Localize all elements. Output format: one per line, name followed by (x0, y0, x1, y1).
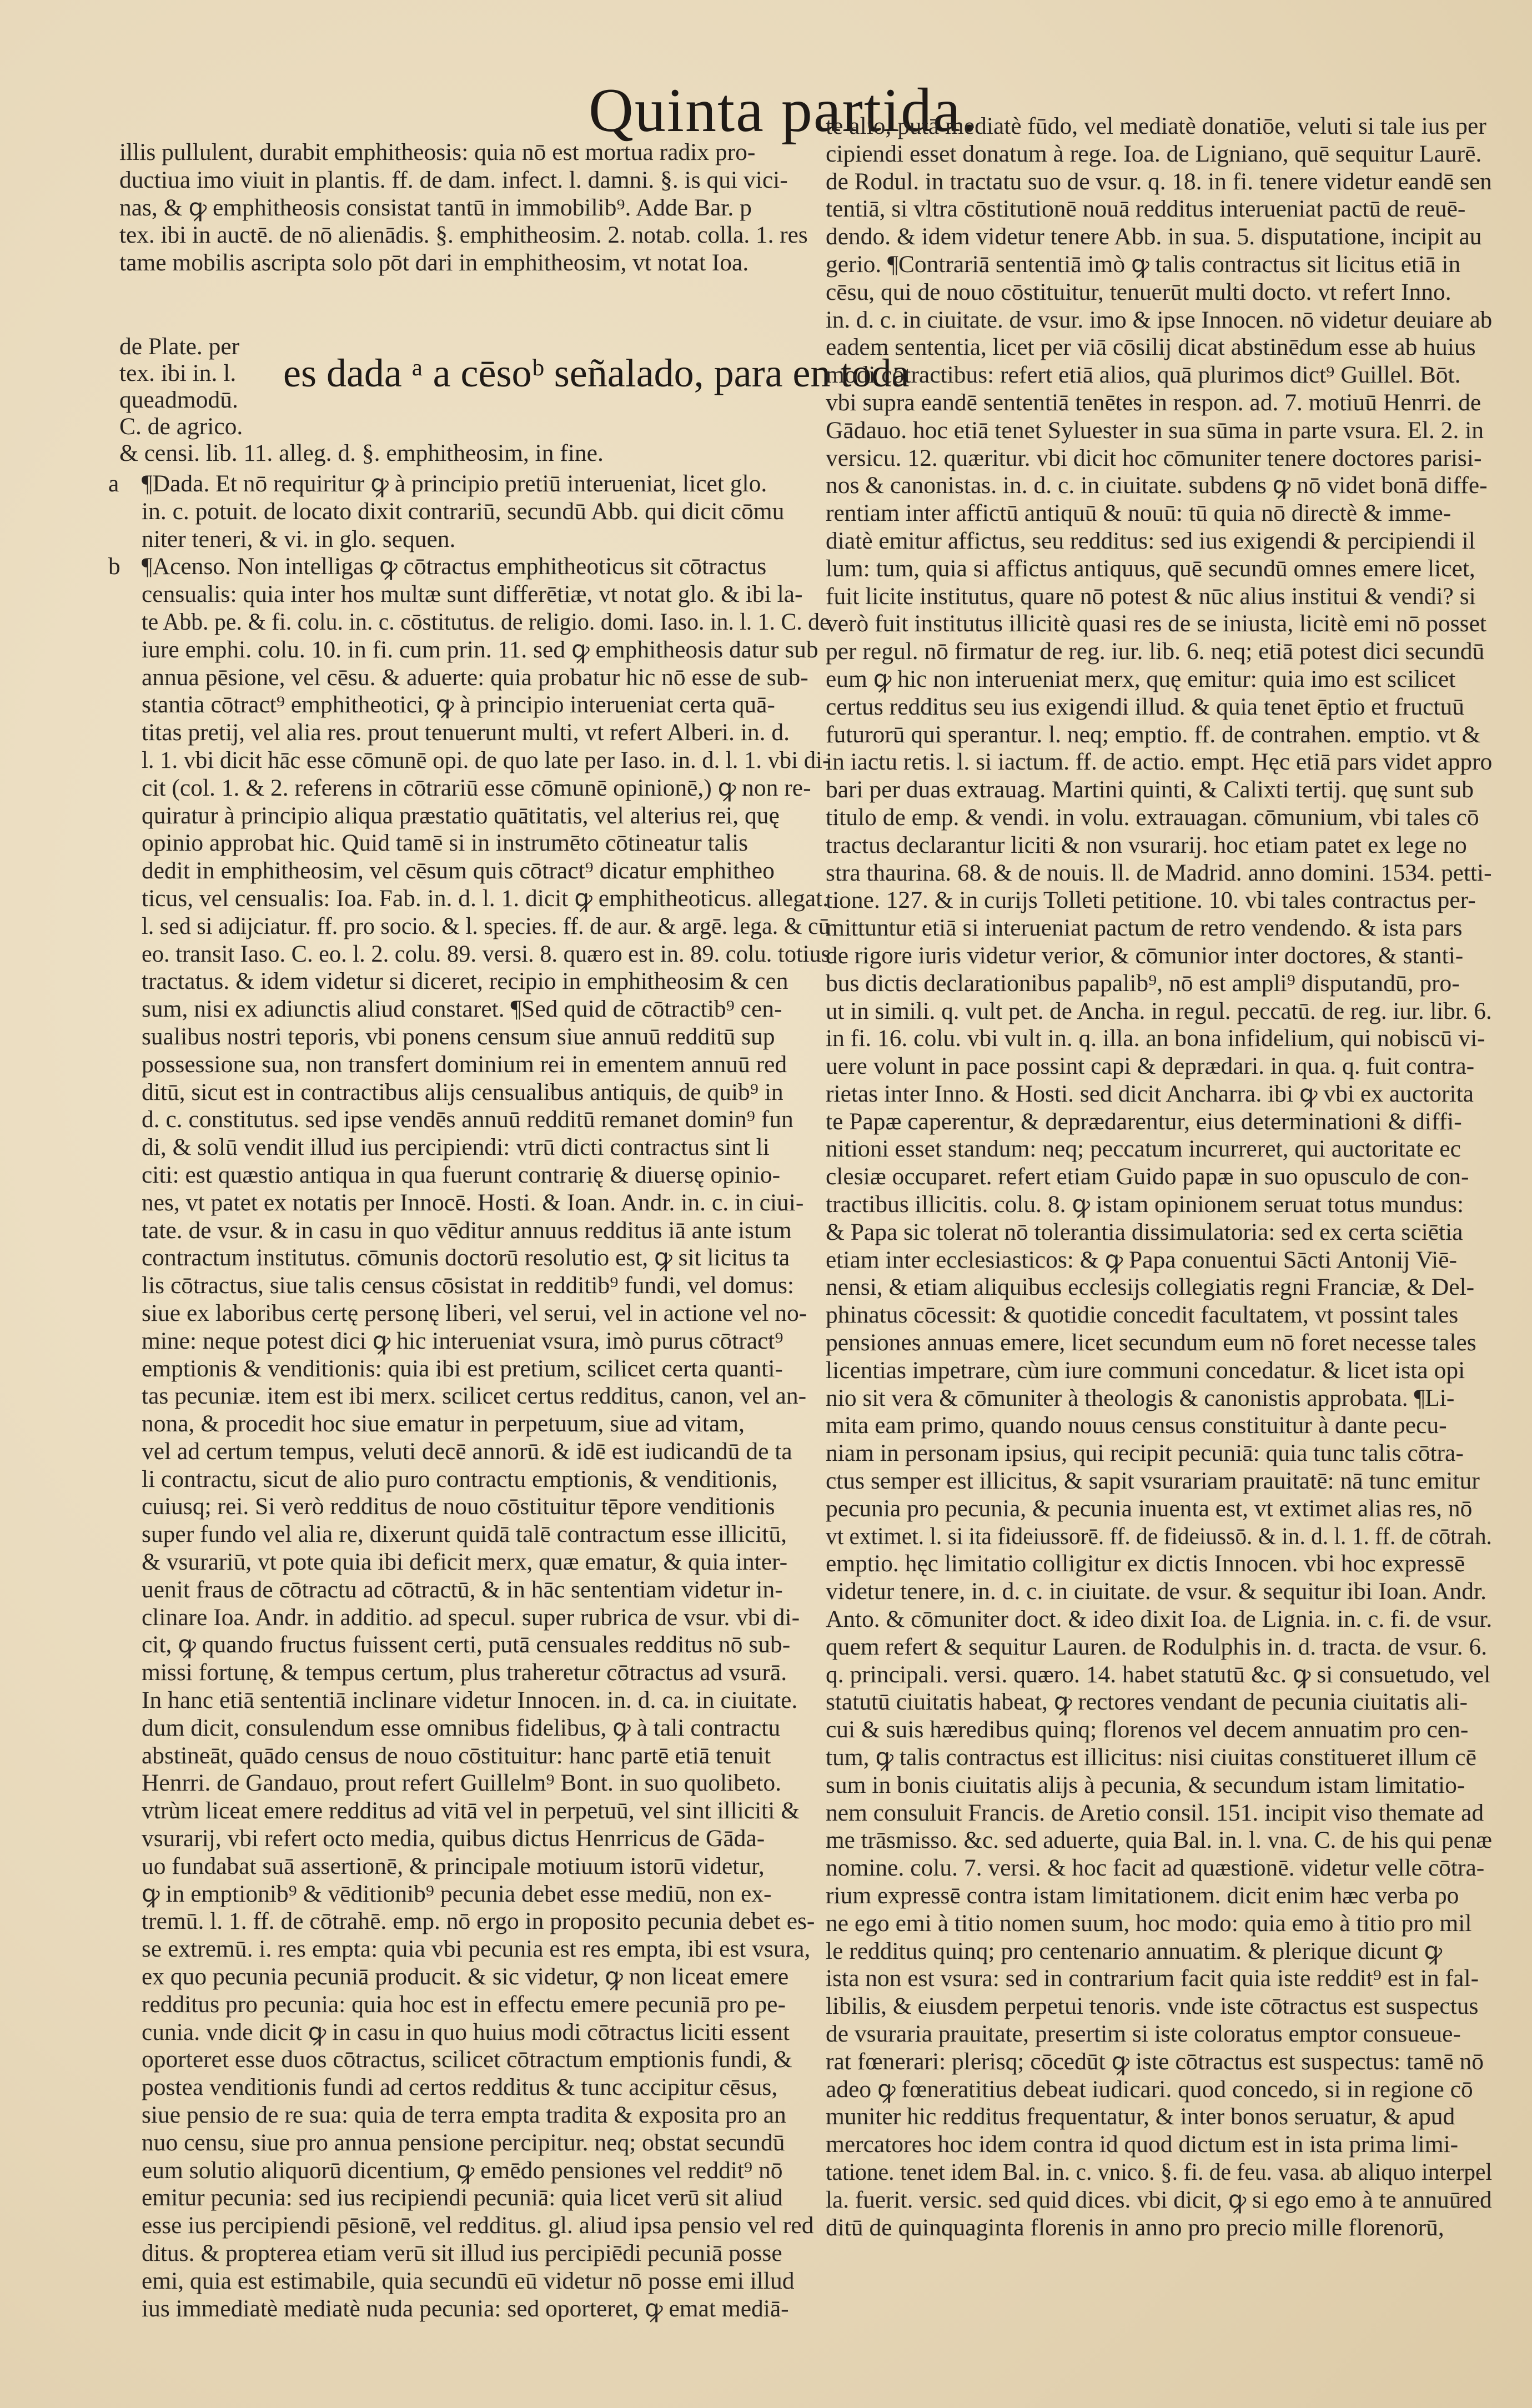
left-column (108, 139, 910, 2322)
text-line (142, 2350, 808, 2378)
text-line: li contractu, sicut de alio puro contractu emptionis, & venditionis, (142, 1465, 778, 1492)
text-line: dum dicit, consulendum esse omnibus fidelibus, ꝙ à tali contractu (142, 1714, 781, 1741)
text-line: phinatus cōcessit: & quotidie concedit facultatem, vt possint tales (826, 1301, 1459, 1329)
text-line: censualis: quia inter hos multæ sunt differētiæ, vt notat glo. & ibi la- (142, 581, 803, 608)
text-line (826, 2297, 1492, 2325)
text-line: tex. ibi in. l. (119, 360, 237, 386)
text-line: futurorū qui sperantur. l. neq; emptio. ff. de contrahen. emptio. vt & (826, 721, 1481, 748)
text-line: C. de agrico. (119, 413, 243, 440)
text-line: nos & canonistas. in. d. c. in ciuitate. subdens ꝙ nō videt bonā diffe- (826, 472, 1488, 499)
running-head: Quinta partida. (589, 76, 978, 145)
text-line: licentias impetrare, cùm iure communi concedatur. & licet ista opi (826, 1356, 1465, 1384)
text-line: cui & suis hæredibus quinq; florenos vel decem annuatim pro cen- (826, 1716, 1469, 1743)
text-line: titas pretij, vel alia res. prout tenuerunt multi, vt refert Alberi. in. d. (142, 719, 790, 746)
text-line: le redditus quinq; pro centenario annuatim. & plerique dicunt ꝙ (826, 1937, 1443, 1964)
text-line: vtrùm liceat emere redditus ad vitā vel in perpetuū, vel sint illiciti & (142, 1797, 800, 1824)
text-line: nomine. colu. 7. versi. & hoc facit ad quæstionē. videtur velle cōtra- (826, 1854, 1485, 1882)
text-line: modi cōtractibus: refert etiā alios, quā plurimos dict⁹ Guillel. Bōt. (826, 361, 1461, 389)
text-line: opinio approbat hic. Quid tamē si in instrumēto cōtineatur talis (142, 830, 749, 857)
text-line: Anto. & cōmuniter doct. & ideo dixit Ioa. de Lignia. in. c. fi. de vsur. (826, 1606, 1493, 1633)
text-line: bus dictis declarationibus papalib⁹, nō est ampli⁹ disputandū, pro- (826, 969, 1460, 997)
text-line: l. 1. vbi dicit hāc esse cōmunē opi. de quo late per Iaso. in. d. l. 1. vbi di- (142, 746, 831, 773)
text-line: iure emphi. colu. 10. in fi. cum prin. 11. sed ꝙ emphitheosis datur sub (142, 636, 818, 663)
text-line: tas pecuniæ. item est ibi merx. scilicet certus redditus, canon, vel an- (142, 1383, 807, 1410)
text-line: possessione sua, non transfert dominium rei in ementem annuū red (142, 1050, 787, 1078)
text-line: eum solutio aliquorū dicentium, ꝙ emēdo pensiones vel reddit⁹ nō (142, 2156, 783, 2184)
text-line: annua pēsione, vel cēsu. & aduerte: quia probatur hic nō esse de sub- (142, 663, 808, 691)
left-body (108, 470, 831, 2406)
text-line: illis pullulent, durabit emphitheosis: quia nō est mortua radix pro- (119, 139, 756, 165)
text-line: in. c. potuit. de locato dixit contrariū, secundū Abb. qui dicit cōmu (142, 497, 785, 525)
text-line: in fi. 16. colu. vbi vult in. q. illa. an bona infidelium, qui nobiscū vi- (826, 1025, 1485, 1052)
text-line (142, 2378, 808, 2406)
text-line: te Papæ caperentur, & deprædarentur, eius determinationi & diffi- (826, 1108, 1462, 1135)
text-line: muniter hic redditus frequentatur, & inter bonos seruatur, & apud (826, 2103, 1455, 2130)
text-line: ticus, vel censualis: Ioa. Fab. in. d. l. 1. dicit ꝙ emphitheoticus. allegat. (142, 884, 829, 912)
text-line: tame mobilis ascripta solo pōt dari in emphitheosim, vt notat Ioa. (119, 249, 749, 277)
text-line: mine: neque potest dici ꝙ hic interueniat vsura, imò purus cōtract⁹ (142, 1327, 783, 1354)
text-line: Henrri. de Gandauo, prout refert Guillelm⁹ Bont. in suo quolibeto. (142, 1769, 781, 1797)
text-line: vel ad certum tempus, veluti decē annorū. & idē est iudicandū de ta (142, 1437, 792, 1465)
text-line: vt extimet. l. si ita fideiussorē. ff. de fideiussō. & in. d. l. 1. ff. de cōtrah. (826, 1522, 1492, 1550)
text-line: emitur pecunia: sed ius recipiendi pecuniā: quia licet verū sit aliud (142, 2184, 783, 2211)
text-line: etiam inter ecclesiasticos: & ꝙ Papa conuentui Sācti Antonij Viē- (826, 1246, 1458, 1273)
right-column (826, 113, 1492, 2380)
text-line: sum in bonis ciuitatis alijs à pecunia, & secundum istam limitatio- (826, 1771, 1465, 1798)
text-line (142, 2322, 808, 2350)
text-line: ctus semper est illicitus, & sapit vsurariam prauitatē: nā tunc emitur (826, 1467, 1480, 1495)
text-line: emi, quia est estimabile, quia secundū eū videtur nō posse emi illud (142, 2267, 795, 2294)
text-line: uo fundabat suā assertionē, & principale motiuum istorū videtur, (142, 1852, 765, 1879)
text-line: diatè emitur affictus, seu redditus: sed ius exigendi & percipiendi il (826, 527, 1475, 554)
text-line: de vsuraria prauitate, presertim si iste coloratus emptor consueue- (826, 2020, 1461, 2047)
text-line: ius immediatè mediatè nuda pecunia: sed oporteret, ꝙ emat mediā- (142, 2295, 789, 2322)
text-line: di, & solū vendit illud ius percipiendi: vtrū dicti contractus sint li (142, 1134, 770, 1161)
text-line: libilis, & eiusdem perpetui tenoris. vnde iste cōtractus est suspectus (826, 1993, 1479, 2020)
text-line: nitioni esset standum: neq; peccatum incurreret, qui auctoritate ec (826, 1135, 1461, 1163)
text-line: d. c. constitutus. sed ipse vendēs annuū redditū remanet domin⁹ fun (142, 1106, 793, 1133)
text-line: & Papa sic tolerat nō tolerantia dissimulatoria: sed ex certa sciētia (826, 1218, 1463, 1245)
text-line: citi: est quæstio antiqua in qua fuerunt contrarię & diuersę opinio- (142, 1161, 781, 1188)
text-line: tractatus. & idem videtur si diceret, recipio in emphitheosim & cen (142, 968, 788, 995)
text-line: pecunia pro pecunia, & pecunia inuenta est, vt extimet alias res, nō (826, 1495, 1473, 1522)
text-line: quiratur à principio aliqua præstatio quātitatis, vel alterius rei, quę (142, 802, 780, 829)
text-line: titulo de emp. & vendi. in volu. extrauagan. cōmunium, vbi tales cō (826, 803, 1479, 831)
text-line: versicu. 12. quæritur. vbi dicit hoc cōmuniter tenere doctores parisi- (826, 444, 1482, 471)
text-line (826, 2241, 1492, 2269)
text-line: lis cōtractus, siue talis census cōsistat in redditib⁹ fundi, vel domus: (142, 1272, 794, 1299)
text-line: tum, ꝙ talis contractus est illicitus: nisi ciuitas constitueret illum cē (826, 1744, 1476, 1771)
text-line: tate. de vsur. & in casu in quo vēditur annuus redditus iā ante istum (142, 1216, 792, 1244)
text-line: rium expressē contra istam limitationem. dicit enim hæc verba po (826, 1882, 1459, 1909)
text-line: mita eam primo, quando nouus census constituitur à dante pecu- (826, 1412, 1447, 1439)
text-line: ista non est vsura: sed in contrarium facit quia iste reddit⁹ est in fal- (826, 1965, 1479, 1992)
text-line: de Rodul. in tractatu suo de vsur. q. 18. in fi. tenere videtur eandē sen (826, 168, 1492, 195)
text-line: cuiusq; rei. Si verò redditus de nouo cōstituitur tēpore venditionis (142, 1493, 775, 1520)
text-line: dedit in emphitheosim, vel cēsum quis cōtract⁹ dicatur emphitheo (142, 857, 775, 884)
text-line (826, 2352, 1492, 2380)
text-line: tremū. l. 1. ff. de cōtrahē. emp. nō ergo in proposito pecunia debet es- (142, 1908, 815, 1935)
text-line: sualibus nostri teporis, vbi ponens censum siue annuū redditū sup (142, 1023, 775, 1050)
text-line: nuo censu, siue pro annua pensione percipitur. neq; obstat secundū (142, 2129, 785, 2156)
text-line: dendo. & idem videtur tenere Abb. in sua. 5. disputatione, incipit au (826, 223, 1482, 250)
text-line: tractus declarantur liciti & non vsurarij. hoc etiam patet ex lege no (826, 831, 1467, 858)
text-line: abstineāt, quādo census de nouo cōstituitur: hanc partē etiā tenuit (142, 1742, 771, 1769)
text-line: vbi supra eandē sententiā tenētes in respon. ad. 7. motiuū Henrri. de (826, 389, 1481, 416)
text-line: postea venditionis fundi ad certos redditus & tunc accipitur cēsus, (142, 2074, 778, 2101)
text-line: stra thaurina. 68. & de nouis. ll. de Madrid. anno domini. 1534. petti- (826, 859, 1492, 886)
text-line: niam in personam ipsius, qui recipit pecuniā: quia tunc talis cōtra- (826, 1440, 1464, 1467)
text-line: verò fuit institutus illicitè quasi res de se iniusta, licitè emi nō posset (826, 610, 1487, 637)
text-line: tentiā, si vltra cōstitutionē nouā redditus interueniat pactū de reuē- (826, 195, 1466, 223)
left-body-lines (119, 470, 831, 2406)
text-line: eo. transit Iaso. C. eo. l. 2. colu. 89. versi. 8. quæro est in. 89. colu. totius (142, 940, 831, 967)
text-line: nensi, & etiam aliquibus ecclesijs collegiatis regni Franciæ, & Del- (826, 1274, 1475, 1301)
text-line: pensiones annuas emere, licet secundum eum nō foret necesse tales (826, 1329, 1476, 1356)
text-line: stantia cōtract⁹ emphitheotici, ꝙ à principio interueniat certa quā- (142, 691, 775, 718)
text-line: cēsu, qui de nouo cōstituitur, tenuerūt multi docto. vt refert Inno. (826, 278, 1451, 305)
text-line: esse ius percipiendi pēsionē, vel redditus. gl. aliud ipsa pensio vel red (142, 2212, 814, 2239)
text-line: ut in simili. q. vult pet. de Ancha. in regul. peccatū. de reg. iur. libr. 6. (826, 997, 1492, 1024)
text-line: eum ꝙ hic non interueniat merx, quę emitur: quia imo est scilicet (826, 665, 1456, 692)
main-text-phrase: es dada ᵃ a cēsoᵇ señalado, para en toda (283, 351, 910, 395)
text-line: nona, & procedit hoc siue ematur in perpetuum, siue ad vitam, (142, 1410, 745, 1437)
text-line: in iactu retis. l. si iactum. ff. de actio. empt. Hęc etiā pars videt appro (826, 748, 1493, 776)
text-line: ex quo pecunia pecuniā producit. & sic videtur, ꝙ non liceat emere (142, 1963, 789, 1990)
text-line: ditū de quinquaginta florenis in anno pro precio mille florenorū, (826, 2214, 1444, 2241)
text-line: sum, nisi ex adiunctis aliud constaret. ¶Sed quid de cōtractib⁹ cen- (142, 996, 782, 1023)
text-line: cit (col. 1. & 2. referens in cōtrariū esse cōmunē opinionē,) ꝙ non re- (142, 774, 811, 801)
text-line: rietas inter Inno. & Hosti. sed dicit Ancharra. ibi ꝙ vbi ex auctorita (826, 1080, 1474, 1107)
text-line: tione. 127. & in curijs Tolleti petitione. 10. vbi tales contractus per- (826, 887, 1476, 914)
text-line: se extremū. i. res empta: quia vbi pecunia est res empta, ibi est vsura, (142, 1936, 811, 1963)
text-line: nio sit vera & cōmuniter à theologis & canonistis approbata. ¶Li- (826, 1384, 1455, 1411)
text-line: statutū ciuitatis habeat, ꝙ rectores vendant de pecunia ciuitatis ali- (826, 1688, 1468, 1716)
text-line: ditū, sicut est in contractibus alijs censualibus antiquis, de quib⁹ in (142, 1078, 783, 1105)
text-line: queadmodū. (119, 386, 238, 413)
text-line: l. sed si adijciatur. ff. pro socio. & l. species. ff. de aur. & argē. lega. & cū (142, 912, 830, 939)
text-line: redditus pro pecunia: quia hoc est in effectu emere pecuniā pro pe- (142, 1990, 786, 2018)
text-line: contractum institutus. cōmunis doctorū resolutio est, ꝙ sit licitus ta (142, 1244, 790, 1271)
text-line: certus redditus seu ius exigendi illud. & quia tenet ēptio et fructuū (826, 693, 1465, 720)
text-line: Gādauo. hoc etiā tenet Syluester in sua sūma in parte vsura. El. 2. in (826, 416, 1484, 444)
text-line: mittuntur etiā si interueniat pactum de retro vendendo. & ista pars (826, 914, 1463, 942)
text-line (826, 2325, 1492, 2352)
text-line: tractibus illicitis. colu. 8. ꝙ istam opinionem seruat totus mundus: (826, 1191, 1464, 1218)
text-line: & vsurariū, vt pote quia ibi deficit merx, quæ ematur, & quia inter- (142, 1549, 788, 1576)
text-line: uenit fraus de cōtractu ad cōtractū, & in hāc sententiam videtur in- (142, 1576, 783, 1603)
text-line: nes, vt patet ex notatis per Innocē. Hosti. & Ioan. Andr. in. c. in ciui- (142, 1189, 804, 1216)
text-line: in. d. c. in ciuitate. de vsur. imo & ipse Innocen. nō videtur deuiare ab (826, 306, 1493, 333)
text-line: adeo ꝙ fœneratitius debeat iudicari. quod concedo, si in regione cō (826, 2075, 1473, 2103)
text-line: oporteret esse duos cōtractus, scilicet cōtractum emptionis fundi, & (142, 2046, 792, 2073)
text-line: quem refert & sequitur Lauren. de Rodulphis in. d. tracta. de vsur. 6. (826, 1633, 1488, 1660)
text-line: fuit licite institutus, quare nō potest & nūc alius institui & vendi? si (826, 582, 1476, 610)
text-line: la. fuerit. versic. sed quid dices. vbi dicit, ꝙ si ego emo à te annuūred (826, 2186, 1492, 2213)
text-line: q. principali. versi. quæro. 14. habet statutū &c. ꝙ si consuetudo, vel (826, 1661, 1491, 1688)
text-line: ditus. & propterea etiam verū sit illud ius percipiēdi pecuniā posse (142, 2240, 782, 2266)
text-line: uere volunt in pace possint capi & deprædari. in qua. q. fuit contra- (826, 1053, 1475, 1080)
text-line: bari per duas extrauag. Martini quinti, & Calixti tertij. quę sunt sub (826, 776, 1474, 803)
text-line: ne ego emi à titio nomen suum, hoc modo: quia emo à titio pro mil (826, 1909, 1472, 1937)
text-line: rat fœnerari: plerisq; cōcedūt ꝙ iste cōtractus est suspectus: tamē nō (826, 2048, 1484, 2075)
text-line: tatione. tenet idem Bal. in. c. vnico. §. fi. de feu. vasa. ab aliquo interpel (826, 2158, 1493, 2185)
text-line: cit, ꝙ quando fructus fuissent certi, putā censuales redditus nō sub- (142, 1631, 791, 1658)
text-line: cipiendi esset donatum à rege. Ioa. de Ligniano, quē sequitur Laurē. (826, 140, 1482, 167)
text-line: de Plate. per (119, 333, 240, 360)
text-line: niter teneri, & vi. in glo. sequen. (142, 525, 456, 552)
text-line: emptionis & venditionis: quia ibi est pretium, scilicet certa quanti- (142, 1355, 783, 1382)
text-line: emptio. hęc limitatio colligitur ex dictis Innocen. vbi hoc expressē (826, 1550, 1465, 1577)
gloss-marker-a: a (108, 470, 119, 497)
text-line: mercatores hoc idem contra id quod dictum est in ista prima limi- (826, 2131, 1459, 2158)
text-line: rentiam inter affictū antiquū & nouū: tū quia nō directè & imme- (826, 500, 1451, 527)
text-line: siue ex laboribus certę personę liberi, vel serui, vel in actione vel no- (142, 1299, 807, 1326)
text-line: In hanc etiā sententiā inclinare videtur Innocen. in. d. ca. in ciuitate. (142, 1687, 798, 1714)
text-line: videtur tenere, in. d. c. in ciuitate. de vsur. & sequitur ibi Ioan. Andr. (826, 1578, 1486, 1605)
text-line: nas, & ꝙ emphitheosis consistat tantū in immobilib⁹. Adde Bar. p (119, 194, 752, 221)
text-line (826, 2269, 1492, 2297)
text-line: ¶Dada. Et nō requiritur ꝙ à principio pretiū interueniat, licet glo. (142, 470, 767, 497)
text-line: de rigore iuris videtur verior, & cōmunior inter doctores, & stanti- (826, 942, 1464, 969)
text-line: & censi. lib. 11. alleg. d. §. emphitheosim, in fine. (119, 440, 604, 466)
text-line: clinare Ioa. Andr. in additio. ad specul. super rubrica de vsur. vbi di- (142, 1603, 800, 1631)
text-line: nem consuluit Francis. de Aretio consil. 151. incipit viso themate ad (826, 1799, 1484, 1826)
text-line: ductiua imo viuit in plantis. ff. de dam. infect. l. damni. §. is qui vici- (119, 166, 788, 193)
text-line: siue pensio de re sua: quia de terra empta tradita & exposita pro an (142, 2102, 786, 2129)
text-line: gerio. ¶Contrariā sententiā imò ꝙ talis contractus sit licitus etiā in (826, 250, 1461, 278)
text-line: me trāsmisso. &c. sed aduerte, quia Bal. in. l. vna. C. de his qui penæ (826, 1827, 1493, 1854)
text-line: clesiæ occuparet. refert etiam Guido papæ in suo opusculo de con- (826, 1163, 1469, 1190)
text-line: tex. ibi in auctē. de nō alienādis. §. emphitheosim. 2. notab. colla. 1. res (119, 222, 808, 249)
text-line: per regul. nō firmatur de reg. iur. lib. 6. neq; etiā potest dici secundū (826, 638, 1485, 665)
left-top-lines (119, 139, 808, 277)
text-line: cunia. vnde dicit ꝙ in casu in quo huius modi cōtractus liciti essent (142, 2018, 790, 2045)
text-line: ¶Acenso. Non intelligas ꝙ cōtractus emphitheoticus sit cōtractus (142, 553, 767, 580)
text-line: te alio, putā mediatè fūdo, vel mediatè donatiōe, veluti si tale ius per (826, 113, 1486, 139)
gloss-marker-b: b (108, 553, 120, 580)
text-line: eadem sententia, licet per viā cōsilij dicat abstinēdum esse ab huius (826, 334, 1476, 361)
text-line: missi fortunę, & tempus certum, plus traheretur cōtractus ad vsurā. (142, 1659, 787, 1686)
text-line: vsurarij, vbi refert octo media, quibus dictus Henrricus de Gāda- (142, 1825, 765, 1852)
text-line: super fundo vel alia re, dixerunt quidā talē contractum esse illicitū, (142, 1521, 787, 1548)
text-line: te Abb. pe. & fi. colu. in. c. cōstitutus. de religio. domi. Iaso. in. l. 1. C. de (142, 608, 830, 635)
text-line: ꝙ in emptionib⁹ & vēditionib⁹ pecunia debet esse mediū, non ex- (142, 1880, 772, 1907)
text-line: lum: tum, quia si affictus antiquus, quē secundū omnes emere licet, (826, 555, 1475, 582)
